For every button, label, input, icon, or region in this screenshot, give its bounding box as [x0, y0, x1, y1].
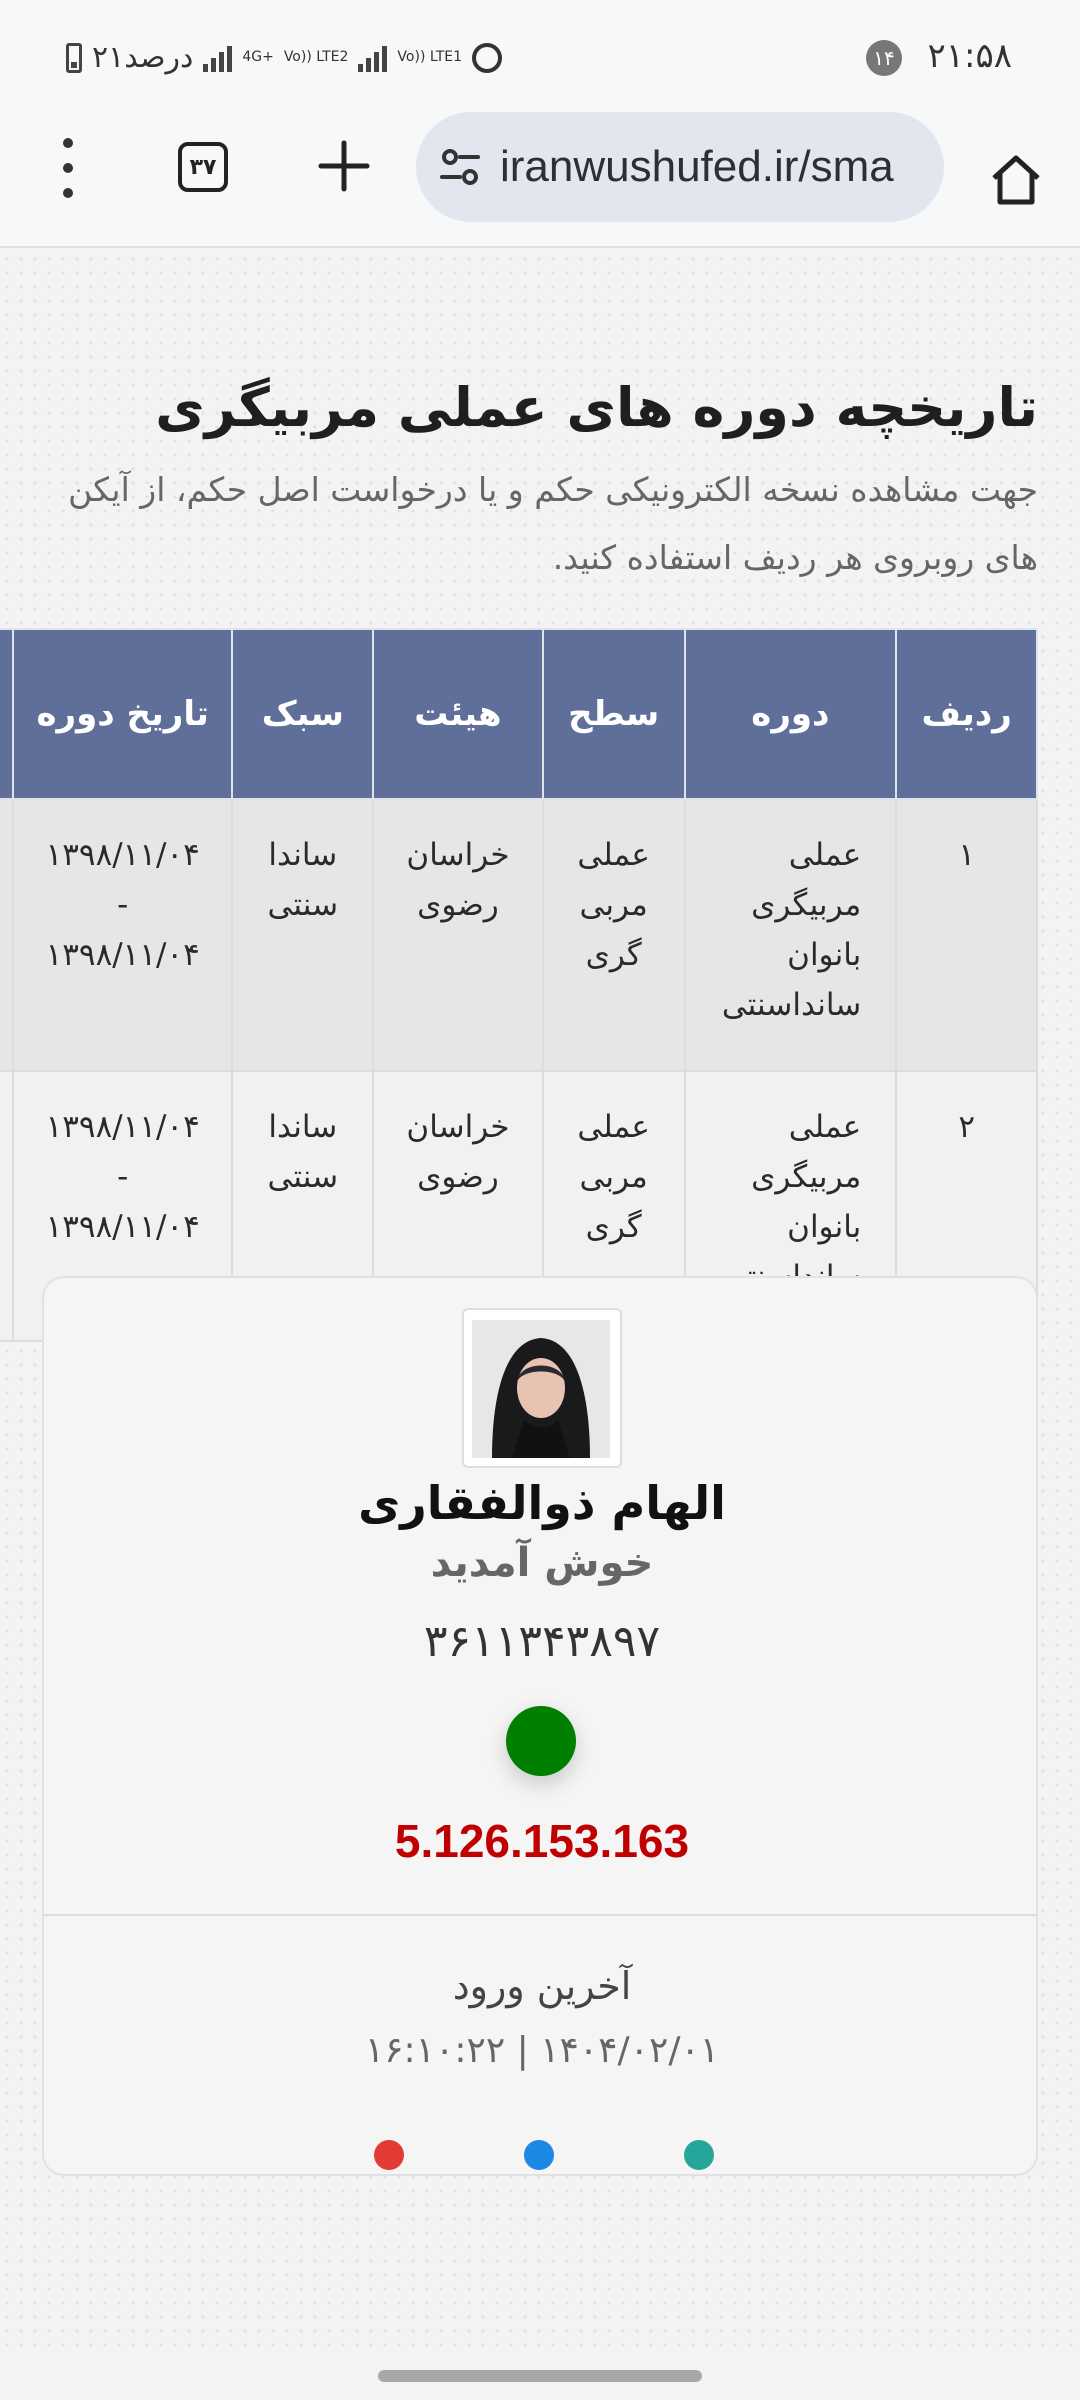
cell-date: ۱۳۹۸/۱۱/۰۴ - ۱۳۹۸/۱۱/۰۴	[13, 799, 233, 1071]
cell-actions[interactable]	[0, 799, 13, 1071]
cell-board: خراسان رضوی	[373, 799, 543, 1071]
gesture-nav-handle[interactable]	[378, 2370, 702, 2382]
last-login-label: آخرین ورود	[452, 1964, 632, 2008]
column-header-board: هیئت	[373, 629, 543, 799]
cell-course: عملی مربیگری بانوان سانداسنتی	[685, 799, 897, 1071]
column-header-level: سطح	[543, 629, 685, 799]
column-header-actions	[0, 629, 13, 799]
avatar-photo	[472, 1320, 610, 1458]
cell-course: عملی مربیگری بانوان	[685, 1071, 897, 1341]
signal-icon	[203, 44, 232, 72]
social-icon[interactable]	[524, 2140, 554, 2170]
browser-toolbar	[0, 112, 1080, 248]
alarm-icon	[472, 43, 502, 73]
page-title: تاریخچه دوره های عملی مربیگری	[155, 376, 1038, 439]
cell-row-number: ۱	[896, 799, 1037, 1071]
courses-table	[0, 628, 1038, 1342]
column-header-course: دوره	[685, 629, 897, 799]
url-text[interactable]: iranwushufed.ir/sma	[500, 142, 894, 191]
column-header-date: تاریخ دوره	[13, 629, 233, 799]
cell-actions[interactable]	[0, 1071, 13, 1341]
home-icon[interactable]	[974, 138, 1058, 222]
clock: ۲۱:۵۸	[927, 36, 1012, 76]
cell-row-number: ۲	[896, 1071, 1037, 1341]
social-icon[interactable]	[374, 2140, 404, 2170]
sim1-label: Vo)) LTE1	[397, 49, 463, 65]
network-type: 4G+	[242, 49, 274, 65]
divider	[44, 1914, 1036, 1916]
status-bar	[0, 0, 1080, 112]
battery-icon	[66, 43, 82, 73]
more-menu-icon[interactable]	[50, 138, 86, 198]
site-settings-icon[interactable]	[438, 145, 482, 189]
column-header-style: سبک	[232, 629, 373, 799]
social-icons	[44, 2114, 1040, 2174]
welcome-text: خوش آمدید	[430, 1540, 654, 1586]
cell-style: ساندا سنتی	[232, 1071, 373, 1341]
user-name: الهام ذوالفقاری	[358, 1476, 726, 1530]
signal-icon	[358, 44, 387, 72]
tab-switcher-button[interactable]: ۳۷	[178, 142, 228, 192]
national-id: ۳۶۱۱۳۴۳۸۹۷	[423, 1616, 661, 1667]
profile-card	[42, 1276, 1038, 2176]
cell-style: ساندا سنتی	[232, 799, 373, 1071]
column-header-row-number: ردیف	[896, 629, 1037, 799]
new-tab-icon[interactable]	[302, 124, 386, 208]
status-left	[66, 40, 502, 75]
notification-count: ۱۴	[866, 40, 902, 76]
cell-level: عملی مربی گری	[543, 1071, 685, 1341]
table-header-row	[0, 629, 1037, 799]
page-description: جهت مشاهده نسخه الکترونیکی حکم و یا درخواست اصل حکم، از آیکن های روبروی هر ردیف استفاده کنید.	[68, 470, 1038, 577]
cell-board: خراسان رضوی	[373, 1071, 543, 1341]
cell-level: عملی مربی گری	[543, 799, 685, 1071]
social-icon[interactable]	[684, 2140, 714, 2170]
sim2-label: Vo)) LTE2	[283, 49, 349, 65]
ip-address: 5.126.153.163	[394, 1815, 690, 1867]
table-row	[0, 799, 1037, 1071]
avatar	[462, 1308, 622, 1468]
battery-text: ۲۱درصد	[92, 40, 194, 75]
online-status-indicator	[506, 1706, 576, 1776]
address-bar[interactable]	[416, 112, 944, 222]
cell-date: ۱۳۹۸/۱۱/۰۴ - ۱۳۹۸/۱۱/۰۴	[13, 1071, 233, 1341]
last-login-value: ۱۴۰۴/۰۲/۰۱ | ۱۶:۱۰:۲۲	[364, 2030, 720, 2071]
